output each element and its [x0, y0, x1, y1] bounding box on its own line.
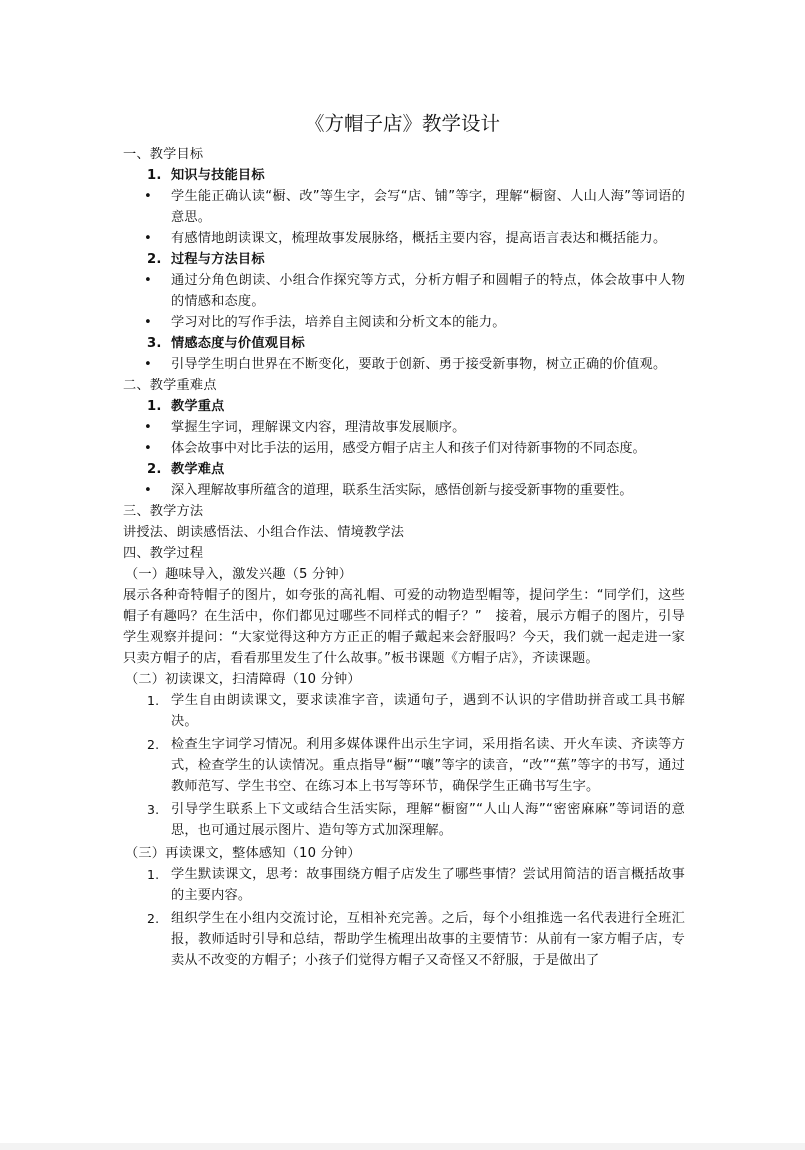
bullet-text: 引导学生明白世界在不断变化，要敢于创新、勇于接受新事物，树立正确的价值观。 [171, 357, 667, 372]
phase-heading-second-reading: （三）再读课文，整体感知（10 分钟） [125, 846, 361, 861]
numbered-item [123, 690, 685, 732]
bullet-text: 通过分角色朗读、小组合作探究等方式，分析方帽子和圆帽子的特点，体会故事中人物的情感和态度。 [171, 273, 685, 309]
numbered-item [123, 799, 685, 841]
item-text: 引导学生联系上下文或结合生活实际，理解“橱窗”“人山人海”“密密麻麻”等词语的意思，也可通过展示图片、造句等方式加深理解。 [171, 802, 685, 838]
bullet-icon: • [144, 483, 152, 498]
item-number: 1. [147, 867, 160, 882]
subheading-key-focus [123, 396, 685, 417]
subheading-number: 1. [147, 399, 162, 414]
subheading-values [123, 333, 685, 354]
bullet-text: 有感情地朗读课文，梳理故事发展脉络，概括主要内容，提高语言表达和概括能力。 [171, 231, 667, 246]
numbered-item [123, 908, 685, 971]
bullet-text: 学习对比的写作手法，培养自主阅读和分析文本的能力。 [171, 315, 506, 330]
subheading-label: 教学难点 [171, 462, 225, 477]
section-heading-key-points: 二、教学重难点 [123, 378, 217, 393]
numbered-item [123, 864, 685, 906]
numbered-item [123, 734, 685, 797]
bullet-icon: • [144, 273, 152, 288]
item-number: 1. [147, 693, 160, 708]
item-number: 3. [147, 802, 160, 817]
bullet-item [123, 186, 685, 228]
subheading-number: 3. [147, 336, 162, 351]
bullet-item [123, 438, 685, 459]
subheading-label: 教学重点 [171, 399, 225, 414]
bullet-icon: • [144, 441, 152, 456]
bullet-text: 体会故事中对比手法的运用，感受方帽子店主人和孩子们对待新事物的不同态度。 [171, 441, 646, 456]
section-heading-methods: 三、教学方法 [123, 504, 204, 519]
bullet-icon: • [144, 357, 152, 372]
bullet-text: 深入理解故事所蕴含的道理，联系生活实际，感悟创新与接受新事物的重要性。 [171, 483, 633, 498]
bullet-item [123, 417, 685, 438]
item-text: 学生默读课文，思考：故事围绕方帽子店发生了哪些事情？尝试用简洁的语言概括故事的主要内容。 [171, 867, 685, 903]
bullet-item [123, 228, 685, 249]
bullet-item [123, 312, 685, 333]
bullet-icon: • [144, 420, 152, 435]
subheading-number: 2. [147, 462, 162, 477]
subheading-label: 知识与技能目标 [171, 168, 265, 183]
document-body [123, 144, 685, 973]
subheading-knowledge-skills [123, 165, 685, 186]
subheading-number: 1. [147, 168, 162, 183]
subheading-label: 过程与方法目标 [171, 252, 265, 267]
bullet-item [123, 270, 685, 312]
bullet-item [123, 480, 685, 501]
subheading-difficulty [123, 459, 685, 480]
subheading-label: 情感态度与价值观目标 [171, 336, 305, 351]
subheading-process-method [123, 249, 685, 270]
bullet-text: 学生能正确认读“橱、改”等生字，会写“店、铺”等字，理解“橱窗、人山人海”等词语的意思。 [171, 189, 685, 225]
bullet-icon: • [144, 231, 152, 246]
item-number: 2. [147, 911, 160, 926]
item-text: 组织学生在小组内交流讨论，互相补充完善。之后，每个小组推选一名代表进行全班汇报，教师适时引导和总结，帮助学生梳理出故事的主要情节：从前有一家方帽子店，专卖从不改变的方帽子；小孩子们觉得方帽子又奇怪又不舒服，于是做出了 [171, 911, 685, 968]
phase-heading-first-reading: （二）初读课文，扫清障碍（10 分钟） [125, 672, 361, 687]
item-number: 2. [147, 737, 160, 752]
section-heading-process: 四、教学过程 [123, 546, 204, 561]
subheading-number: 2. [147, 252, 162, 267]
bullet-item [123, 354, 685, 375]
item-text: 检查生字词学习情况。利用多媒体课件出示生字词，采用指名读、开火车读、齐读等方式，检查学生的认读情况。重点指导“橱”“嚷”等字的读音，“改”“蕉”等字的书写，通过教师范写、学生书空、在练习本上书写等环节，确保学生正确书写生字。 [171, 737, 685, 794]
methods-text: 讲授法、朗读感悟法、小组合作法、情境教学法 [123, 525, 405, 540]
bullet-icon: • [144, 189, 152, 204]
phase-heading-intro: （一）趣味导入，激发兴趣（5 分钟） [125, 567, 353, 582]
item-text: 学生自由朗读课文，要求读准字音，读通句子，遇到不认识的字借助拼音或工具书解决。 [171, 693, 685, 729]
bullet-icon: • [144, 315, 152, 330]
section-heading-objectives: 一、教学目标 [123, 147, 204, 162]
intro-paragraph: 展示各种奇特帽子的图片，如夸张的高礼帽、可爱的动物造型帽等，提问学生：“同学们，这些帽子有趣吗？在生活中，你们都见过哪些不同样式的帽子？” 接着，展示方帽子的图片，引导学生观察并提问：“大家觉得这种方方正正的帽子戴起来会舒服吗？今天，我们就一起走进一家只卖方帽子的店，看看那里发生了什么故事。”板书课题《方帽子店》，齐读课题。 [123, 588, 685, 666]
document-title: 《方帽子店》教学设计 [304, 112, 500, 135]
bullet-text: 掌握生字词，理解课文内容，理清故事发展顺序。 [171, 420, 466, 435]
